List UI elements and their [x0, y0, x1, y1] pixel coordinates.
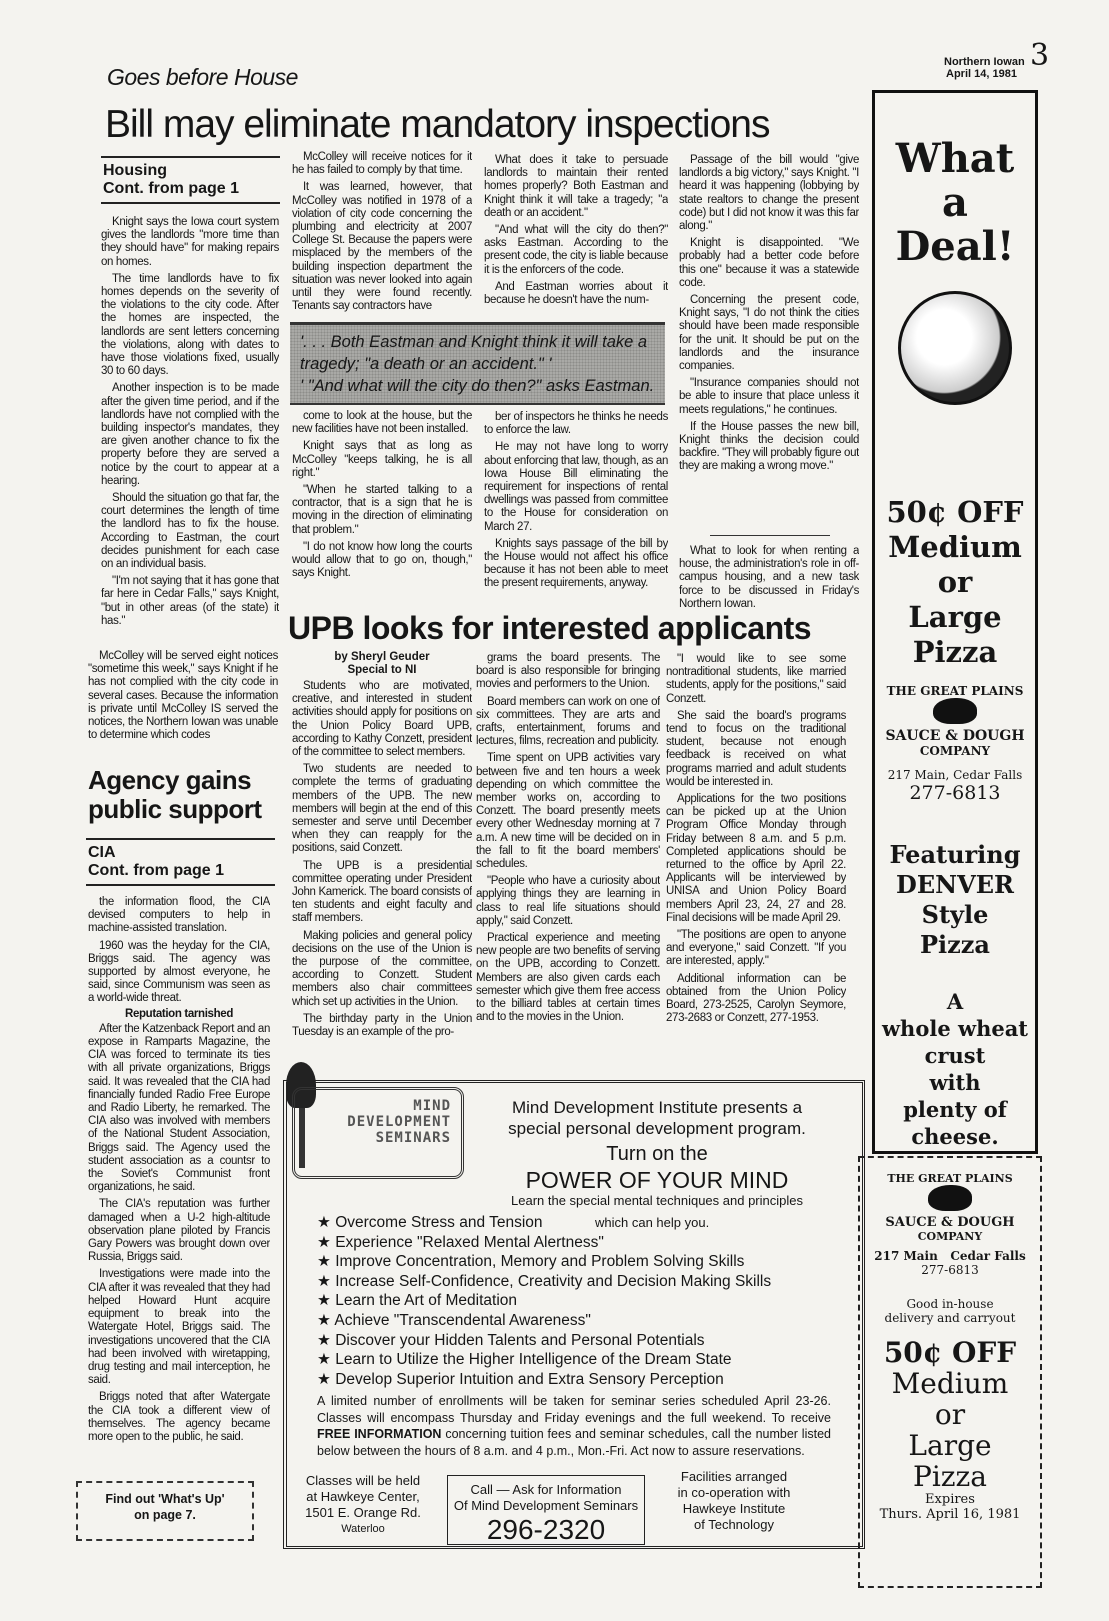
star-icon: ★ — [317, 1253, 336, 1271]
paragraph: Knights says passage of the bill by the House would not affect his office because it has not been able to meet the present requirements, anyway. — [484, 537, 668, 590]
feature-line: Pizza — [920, 930, 990, 959]
star-icon: ★ — [317, 1272, 336, 1290]
offer-line: Pizza — [912, 635, 998, 669]
whats-up-box[interactable] — [76, 1481, 254, 1541]
pizza-ad — [872, 90, 1038, 1154]
crust-line: plenty of — [903, 1097, 1007, 1122]
mind-body — [317, 1393, 831, 1459]
paragraph: Board members can work on one of six committees. They are arts and crafts, entertainment, forums and lectures, films, recreation and publicity. — [476, 695, 660, 748]
paragraph: 1960 was the heyday for the CIA, Briggs said. The agency was supported by almost everyone, he said, since Communism was seen as a world-wide threat. — [88, 939, 270, 1005]
benefit-text: Improve Concentration, Memory and Problem Solving Skills — [335, 1253, 745, 1271]
teaser-line: Find out 'What's Up' — [105, 1492, 225, 1506]
free-info: FREE INFORMATION — [317, 1427, 442, 1441]
paragraph: The CIA's reputation was further damaged when a U-2 high-altitude observation plane piloted by Francis Gary Powers was brought down over Russia, Briggs said. — [88, 1198, 270, 1264]
note-line: Good in-house — [906, 1297, 994, 1311]
benefit-text: Learn the Art of Meditation — [335, 1292, 518, 1310]
body-text: A limited number of enrollments will be taken for seminar series scheduled April 23-26. Classes will encompass Thursday and Friday evenings and the full weekend. To receive — [317, 1394, 831, 1425]
location-line: at Hawkeye Center, — [306, 1489, 420, 1504]
paragraph: ber of inspectors he thinks he needs to enforce the law. — [484, 411, 668, 437]
offer-line: Pizza — [913, 1460, 987, 1493]
location-line: Classes will be held — [305, 1473, 421, 1488]
housing-column-1-continued — [88, 650, 278, 758]
paragraph: McColley will receive notices for it he has failed to comply by that time. — [292, 151, 472, 177]
housing-column-3-top — [484, 154, 668, 324]
benefit-item — [317, 1272, 837, 1292]
crust-line: whole wheat — [881, 1016, 1028, 1041]
paragraph: If the House passes the new bill, Knight thinks the decision could backfire. "They will probably figure out they are making a wrong move." — [679, 420, 859, 473]
paragraph: Applications for the two positions can be picked up at the Union Program Office Monday through Friday between 8 a.m. and 5 p.m. Completed applications should be returned to the office by April 22. Applicants will be interviewed by UNISA and Union Policy Board members April 23, 24, 27 and 28. Final decisions will be made April 29. — [666, 793, 846, 924]
housing-subhead — [101, 156, 280, 204]
paragraph: "When he started talking to a contractor, that is a sign that he is moving in the direction of eliminating that problem." — [292, 484, 472, 536]
paragraph: "I'm not saying that it has gone that far here in Cedar Falls," says Knight, "but in other areas (of the state) it has." — [101, 575, 279, 627]
facilities-line: in co-operation with — [677, 1485, 791, 1500]
location-line: Waterloo — [341, 1523, 385, 1535]
cia-paragraphs — [88, 1023, 270, 1444]
subhead-title: CIA — [88, 844, 116, 861]
facilities-line: of Technology — [694, 1517, 774, 1532]
benefit-text: Increase Self-Confidence, Creativity and Decision Making Skills — [335, 1272, 772, 1290]
story-headline: Bill may eliminate mandatory inspections — [105, 103, 770, 146]
paragraph: He may not have long to worry about enforcing that law, though, as an Iowa House Bill eliminating the requirement for inspections of rental dwellings was passed from committee to the House for consideration on March 27. — [484, 441, 668, 533]
cia-column — [88, 896, 270, 1476]
logo-text: DEVELOPMENT — [347, 1114, 451, 1130]
benefit-text: Experience "Relaxed Mental Alertness" — [335, 1233, 604, 1251]
address-city: Cedar Falls — [950, 1249, 1026, 1263]
benefit-text: Overcome Stress and Tension — [335, 1214, 543, 1231]
upb-column-4 — [666, 653, 846, 1063]
star-icon: ★ — [317, 1214, 336, 1231]
teaser-text: What to look for when renting a house, the administration's role in off-campus housing, and a new task force to be discussed in Friday's Northern Iowan. — [679, 545, 859, 610]
benefit-item — [317, 1291, 837, 1311]
housing-column-1 — [101, 216, 279, 642]
offer-line: 50¢ OFF — [886, 495, 1024, 529]
benefit-text: Achieve "Transcendental Awareness" — [334, 1311, 591, 1329]
call-box — [447, 1475, 645, 1545]
paragraph: come to look at the house, but the new facilities have not been installed. — [292, 410, 472, 436]
paragraph: "I do not know how long the courts would allow that to go on, though," says Knight. — [292, 540, 472, 580]
cia-subhead — [86, 838, 275, 886]
call-line: Call — Ask for Information — [470, 1482, 622, 1497]
masthead — [930, 38, 1050, 80]
star-icon: ★ — [317, 1370, 336, 1388]
benefit-text: Learn to Utilize the Higher Intelligence of the Dream State — [335, 1351, 732, 1369]
paragraph: Knight says the Iowa court system gives the landlords "more time than they should have" for making repairs on homes. — [101, 216, 279, 268]
paragraph: Passage of the bill would "give landlords a big victory," says Knight. "I heard it was happening (lobbying by state realtors to change the present code) but I did not know it was this far along." — [679, 154, 859, 233]
crust — [875, 988, 1035, 1150]
paragraph: "People who have a curiosity about applying things they are learning in class to real life situations should apply," said Conzett. — [476, 875, 660, 927]
byline-author: by Sheryl Geuder — [334, 651, 430, 663]
housing-column-3-bottom — [484, 411, 668, 607]
turn-on-text: Turn on the — [606, 1143, 708, 1165]
buffalo-icon — [933, 698, 977, 724]
logo-text: MIND — [413, 1098, 451, 1114]
page-number: 3 — [1030, 38, 1050, 73]
paragraph: "Insurance companies should not be able to insure that place unless it meets regulations," he continues. — [679, 377, 859, 416]
expires-date: Thurs. April 16, 1981 — [879, 1507, 1021, 1522]
headline-line: public support — [88, 794, 262, 824]
intro-line: special personal development program. — [508, 1119, 806, 1138]
location-line: 1501 E. Orange Rd. — [305, 1505, 421, 1520]
pull-quote-line: ' "And what will the city do then?" asks Eastman. — [300, 377, 655, 395]
offer-line: Large — [908, 1429, 992, 1462]
facilities-info — [659, 1469, 809, 1533]
paragraph: Briggs noted that after Watergate the CIA took a different view of themselves. The agency became more open to the public, he said. — [88, 1391, 270, 1443]
benefit-item — [317, 1350, 837, 1370]
star-icon: ★ — [317, 1311, 335, 1329]
cia-paragraphs — [88, 896, 270, 1006]
upb-column-3 — [476, 652, 660, 1062]
teaser-line: on page 7. — [134, 1508, 196, 1522]
mind-intro — [487, 1097, 827, 1209]
paragraph: Concerning the present code, Knight says, "I do not think the cities should have been made responsible for the unit. It should be put on the landlords and the insurance companies. — [679, 294, 859, 373]
housing-column-2-bottom — [292, 410, 472, 606]
offer-line: Medium — [891, 1367, 1009, 1400]
paragraph: It was learned, however, that McColley was notified in 1978 of a violation of city code concerning the plumbing and electricity at 2007 College St. Because the papers were misplaced by the members of the building inspection department the situation was never looked into again until they were found recently. Tenants say contractors have — [292, 181, 472, 313]
paragraph: "I would like to see some nontraditional students, like married students, apply for the positions," said Conzett. — [666, 653, 846, 705]
offer-line: or — [937, 565, 973, 599]
feature-line: Style — [921, 900, 989, 929]
pull-quote — [290, 322, 665, 405]
learn-text: Learn the special mental techniques and principles — [511, 1193, 803, 1208]
benefit-item — [317, 1252, 837, 1272]
paragraph: Additional information can be obtained from the Union Policy Board, 273-2525, Carolyn Seymore, 273-2683 or Conzett, 277-1953. — [666, 972, 846, 1025]
crosshead: Reputation tarnished — [124, 1007, 233, 1020]
paragraph: What does it take to persuade landlords to maintain their rented homes properly? Both Eastman and Knight think it will take a tragedy; "a death or an accident." — [484, 154, 668, 219]
phone-number[interactable]: 296-2320 — [486, 1514, 606, 1545]
company-name: COMPANY — [919, 744, 991, 758]
paragraph: the information flood, the CIA devised computers to help in machine-assisted translation. — [88, 896, 270, 935]
crust-line: with — [929, 1070, 981, 1095]
offer-line: Large — [908, 600, 1002, 634]
paragraph: grams the board presents. The board is also responsible for bringing movies and performers to the Union. — [476, 652, 660, 691]
paragraph: Should the situation go that far, the court determines the length of time the landlord has to fix the house. According to Eastman, the court decides punishment for each case on an individual basis. — [101, 492, 279, 571]
headline-line: Deal! — [895, 223, 1015, 270]
expires-label: Expires — [925, 1492, 975, 1507]
intro-line: Mind Development Institute presents a — [511, 1098, 803, 1117]
coupon-expiry — [860, 1492, 1040, 1522]
call-line: Of Mind Development Seminars — [453, 1498, 639, 1513]
headline-line: What — [895, 135, 1015, 182]
logo-arc-text: THE GREAT PLAINS — [887, 1172, 1013, 1185]
offer-line: 50¢ OFF — [883, 1336, 1017, 1369]
paragraph: "The positions are open to anyone and everyone," said Conzett. "If you are interested, apply." — [666, 929, 846, 968]
coupon-offer — [860, 1337, 1040, 1492]
pizza-coupon[interactable] — [858, 1156, 1042, 1588]
location-info — [287, 1473, 439, 1537]
byline — [292, 651, 472, 677]
divider-rule — [710, 535, 830, 536]
feature-line: Featuring — [889, 840, 1021, 869]
paragraph: After the Katzenback Report and an expose in Ramparts Magazine, the CIA was forced to terminate its ties with all private organizations, Briggs said. It was revealed that the CIA had financially funded Radio Free Europe and Radio Liberty, he remarked. The CIA also was involved with members of the National Student Association, Briggs said. The Agency used the student association as a countsr to the Soviet's Communist front organizations, he said. — [88, 1022, 270, 1194]
phone: 277-6813 — [909, 782, 1001, 804]
company-name: SAUCE & DOUGH — [885, 728, 1025, 744]
headline-line: Agency gains — [88, 765, 252, 795]
paragraph: Investigations were made into the CIA after it was revealed that they had helped Howard Hunt acquire equipment to break into the Watergate Hotel, Briggs said. The investigations uncovered that the CIA had been involved with wiretapping, drug testing and mail interception, he said. — [88, 1268, 270, 1387]
benefit-item — [317, 1213, 837, 1233]
subhead-continuation: Cont. from page 1 — [88, 862, 225, 879]
company-name: COMPANY — [917, 1230, 983, 1243]
subhead-continuation: Cont. from page 1 — [103, 180, 240, 197]
benefit-item — [317, 1370, 837, 1390]
housing-column-4 — [679, 154, 859, 539]
benefit-text: Develop Superior Intuition and Extra Sensory Perception — [335, 1370, 724, 1388]
feature — [875, 840, 1035, 960]
upb-column-2 — [292, 680, 472, 1060]
headline-line: a — [942, 179, 968, 226]
power-text: POWER OF YOUR MIND — [525, 1167, 789, 1193]
paragraph: Knight says that as long as McColley "keeps talking, he is all right." — [292, 440, 472, 479]
logo-text: SEMINARS — [375, 1130, 451, 1146]
paragraph: The time landlords have to fix homes depends on the severity of the violations to the city code. After the homes are inspected, the landlords are sent letters concerning the violations, along with dates to have those violations fixed, usually 30 to 60 days. — [101, 272, 279, 378]
benefit-item — [317, 1311, 837, 1331]
byline-affiliation: Special to NI — [347, 664, 417, 676]
note-line: delivery and carryout — [884, 1311, 1016, 1325]
benefit-list — [317, 1213, 837, 1389]
paragraph: Two students are needed to complete the terms of graduating members of the UPB. The new members will begin at the end of this semester and serve until December when they can reapply for the positions, said Conzett. — [292, 763, 472, 855]
paragraph: The birthday party in the Union Tuesday is an example of the pro- — [292, 1012, 472, 1039]
crust-line: A — [946, 989, 964, 1014]
company-logo — [875, 684, 1035, 804]
cia-headline — [88, 766, 262, 824]
paragraph: "And what will the city do then?" asks Eastman. According to the present code, the city is liable because it is the enforcers of the code. — [484, 224, 668, 276]
pull-quote-line: '. . . Both Eastman and Knight think it will take a tragedy; "a death or an accident." ' — [300, 333, 648, 373]
benefit-item — [317, 1331, 837, 1351]
upb-headline: UPB looks for interested applicants — [288, 610, 812, 646]
paragraph: Practical experience and meeting new people are two benefits of serving on the UPB, according to Conzett. Members are also given cards each semester which give them free access to the billiard tables at certain times and to the movies in the Union. — [476, 932, 660, 1024]
coupon-logo — [860, 1172, 1040, 1243]
paragraph: And Eastman worries about it because he doesn't have the num- — [484, 280, 668, 307]
benefit-item — [317, 1233, 837, 1253]
mascot-illustration — [898, 291, 1012, 405]
body-text: concerning tuition fees and seminar schedules, call the number listed below between the hours of 8 a.m. and 4 p.m., Mon.-Fri. Act now to assure reservations. — [317, 1427, 831, 1458]
issue-date: April 14, 1981 — [946, 68, 1017, 80]
buffalo-icon — [928, 1185, 972, 1211]
learn-text-2: which can help you. — [595, 1215, 710, 1230]
paragraph: She said the board's programs tend to focus on the traditional student, because not enough feedback is received on what programs married and adult students would be interested in. — [666, 709, 846, 788]
paragraph: Students who are motivated, creative, and interested in student activities should apply for positions on the Union Policy Board UPB, according to Kathy Conzett, president of the committee to select members. — [292, 680, 472, 759]
star-icon: ★ — [317, 1233, 336, 1251]
star-icon: ★ — [317, 1351, 336, 1369]
housing-teaser — [679, 545, 859, 611]
paragraph: Time spent on UPB activities vary between five and ten hours a week depending on which committee the member works on, according to Conzett. The board presently meets every other Wednesday morning at 7 a.m. A new time will be decided on in the fall to fit the board members' schedules. — [476, 752, 660, 871]
star-icon: ★ — [317, 1331, 336, 1349]
feature-line: DENVER — [896, 870, 1014, 899]
phone: 277-6813 — [921, 1263, 979, 1277]
offer-line: Medium — [888, 530, 1022, 564]
story-kicker: Goes before House — [107, 64, 298, 90]
paragraph: Another inspection is to be made after the given time period, and if the landlords have not complied with the building inspector's mandates, they are given another chance to fix the property before they are served a notice by the court to appear at a hearing. — [101, 382, 279, 487]
housing-column-2-top — [292, 151, 472, 321]
star-icon: ★ — [317, 1292, 336, 1310]
paragraph: The UPB is a presidential committee operating under President John Kamerick. The board consists of ten students and eight faculty and staff members. — [292, 859, 472, 925]
mind-ad — [283, 1080, 865, 1549]
paragraph: Knight is disappointed. "We probably had a better code before this one" because it was a statewide code. — [679, 237, 859, 289]
crust-line: cheese. — [911, 1124, 999, 1149]
company-name: SAUCE & DOUGH — [885, 1215, 1015, 1230]
address: 217 Main, Cedar Falls — [887, 768, 1023, 782]
paragraph: Making policies and general policy decisions on the use of the Union is the purpose of the committee, according to Conzett. Student members also chair committees which set up activities in the Union. — [292, 929, 472, 1008]
facilities-line: Hawkeye Institute — [682, 1501, 786, 1516]
logo-arc-text: THE GREAT PLAINS — [886, 684, 1024, 698]
ad-headline — [875, 137, 1035, 269]
address-street: 217 Main — [874, 1249, 938, 1263]
offer — [875, 495, 1035, 670]
paragraph: McColley will be served eight notices "sometime this week," says Knight if he has not complied with the city code in several cases. Because the information is private until McColley IS served the notices, the Northern Iowan was unable to determine which codes — [88, 650, 278, 742]
coupon-address — [860, 1249, 1040, 1277]
coupon-note — [860, 1297, 1040, 1325]
paper-name: Northern Iowan — [944, 56, 1025, 68]
mind-logo — [292, 1087, 464, 1179]
crust-line: crust — [924, 1043, 986, 1068]
subhead-title: Housing — [103, 162, 167, 179]
facilities-line: Facilities arranged — [680, 1469, 788, 1484]
offer-line: or — [934, 1398, 966, 1431]
benefit-text: Discover your Hidden Talents and Personal Potentials — [335, 1331, 705, 1349]
